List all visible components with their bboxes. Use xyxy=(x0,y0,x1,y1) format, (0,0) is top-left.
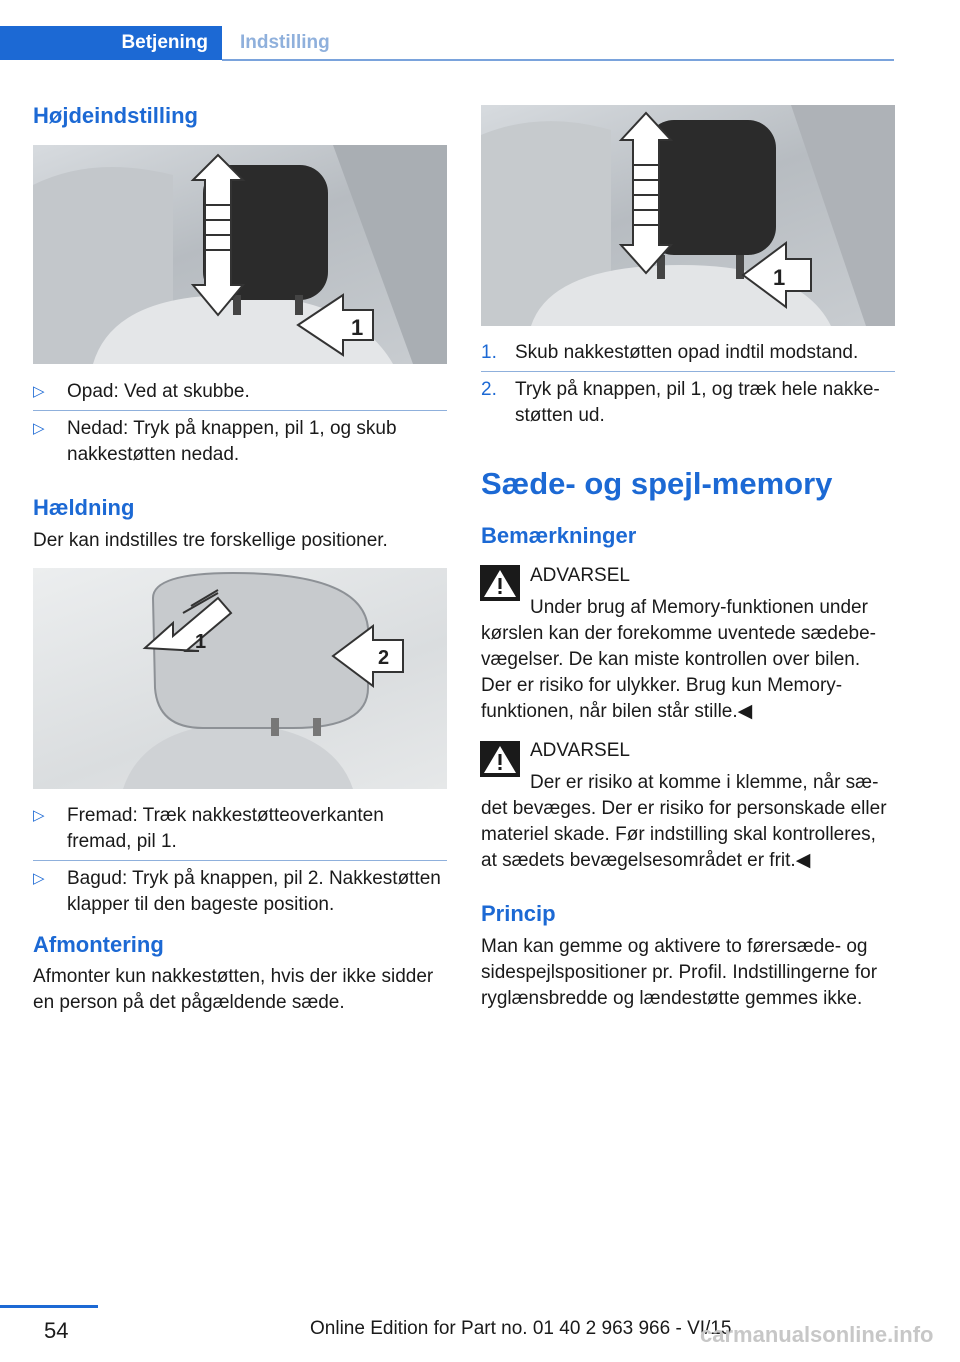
list-item-text: Fremad: Træk nakkestøtteoverkanten fremad, pil 1. xyxy=(67,805,384,852)
list-item xyxy=(481,335,895,372)
headrest-tilt-photo xyxy=(33,568,447,789)
warning2-title: ADVARSEL xyxy=(530,740,630,761)
arrow-label-1: 1 xyxy=(195,631,207,653)
section-title: Sæde- og spejl-memory xyxy=(481,466,833,501)
page-number: 54 xyxy=(44,1318,69,1343)
header-divider xyxy=(222,59,894,61)
heading-height-adjustment: Højdeindstilling xyxy=(33,103,198,128)
triangle-bullet-icon: ▷ xyxy=(33,420,45,437)
arrow-label-1: 1 xyxy=(351,315,364,340)
list-item xyxy=(33,861,447,923)
heading-removal: Afmontering xyxy=(33,932,164,957)
warning2-text: Der er risiko at komme i klemme, når sædet bevæges. Der er risiko for personskade eller materiel skade. Før indstilling skal kontrolleres, at sædets bevægelsesområdet er frit.◀ xyxy=(481,772,887,871)
triangle-bullet-icon: ▷ xyxy=(33,807,45,824)
step-number: 1. xyxy=(481,342,497,363)
arrow-label-1: 1 xyxy=(773,265,786,290)
tilt-intro: Der kan indstilles tre forskellige positioner. xyxy=(33,530,388,551)
list-item xyxy=(481,372,895,434)
watermark: carmanualsonline.info xyxy=(700,1322,934,1347)
list-item xyxy=(33,374,447,411)
headrest-height-photo xyxy=(33,145,447,364)
triangle-bullet-icon: ▷ xyxy=(33,870,45,887)
step-text: Tryk på knappen, pil 1, og træk hele nakkestøtten ud. xyxy=(515,379,880,426)
edition-note: Online Edition for Part no. 01 40 2 963 966 - VI/15 xyxy=(310,1318,732,1339)
arrow-label-2: 2 xyxy=(378,647,390,669)
footer-divider xyxy=(0,1305,98,1308)
removal-text: Afmonter kun nakkestøtten, hvis der ikke sidder en person på det pågældende sæde. xyxy=(33,966,434,1013)
principle-text: Man kan gemme og aktivere to førersæde- og sidespejlspositioner pr. Profil. Indstillingerne for ryglænsbredde og lændestøtte gemmes ikke. xyxy=(481,936,878,1009)
tab-indstilling-label: Indstilling xyxy=(240,32,330,53)
list-item-text: Bagud: Tryk på knappen, pil 2. Nakkestøtten klapper til den bageste position. xyxy=(67,868,441,915)
headrest-removal-photo xyxy=(481,105,895,326)
heading-principle: Princip xyxy=(481,901,556,926)
heading-tilt: Hældning xyxy=(33,495,135,520)
removal-steps xyxy=(481,335,895,434)
tab-betjening-label: Betjening xyxy=(121,32,208,53)
list-item xyxy=(33,798,447,861)
tab-betjening[interactable] xyxy=(0,26,222,60)
triangle-bullet-icon: ▷ xyxy=(33,383,45,400)
height-list xyxy=(33,374,447,473)
warning1-text: Under brug af Memory-funktionen under kørslen kan der forekomme uventede sædebevægelser. De kan miste kontrollen over bilen. Der er risiko for ulykker. Brug kun Memory-funktionen, når bilen står stille.◀ xyxy=(481,597,876,722)
step-number: 2. xyxy=(481,379,497,400)
warning1-title: ADVARSEL xyxy=(530,565,630,586)
list-item-text: Opad: Ved at skubbe. xyxy=(67,381,250,402)
list-item-text: Nedad: Tryk på knappen, pil 1, og skub nakkestøtten nedad. xyxy=(67,418,397,465)
list-item xyxy=(33,411,447,473)
tab-indstilling[interactable] xyxy=(222,26,894,60)
step-text: Skub nakkestøtten opad indtil modstand. xyxy=(515,342,859,363)
tilt-list xyxy=(33,798,447,923)
heading-notes: Bemærkninger xyxy=(481,523,637,548)
